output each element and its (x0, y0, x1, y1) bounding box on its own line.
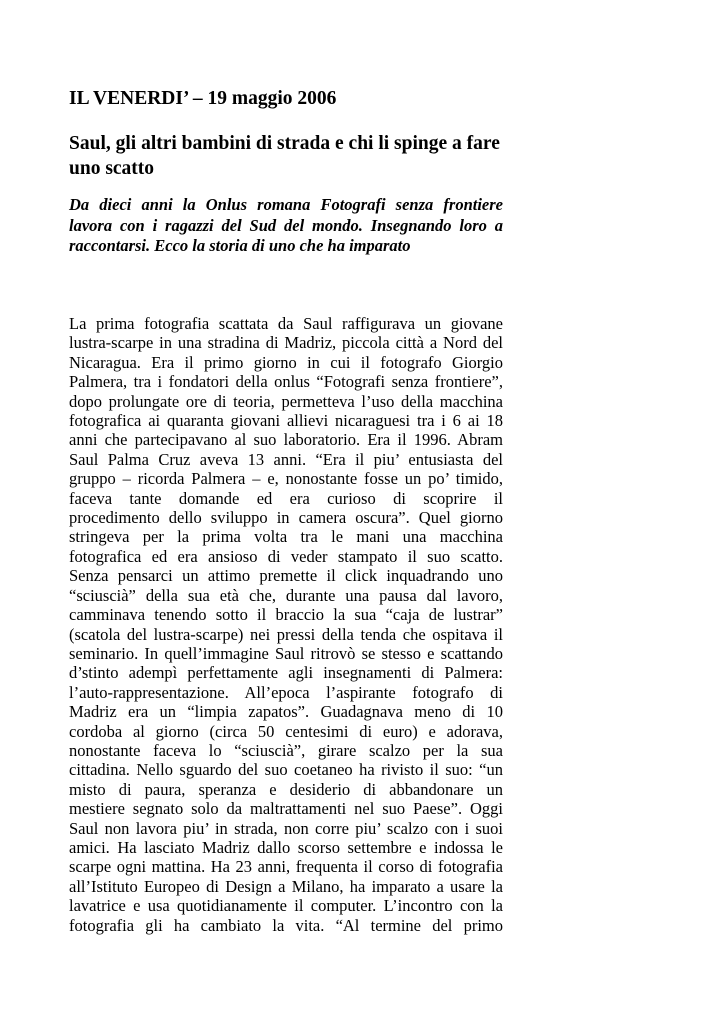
body-line: “sciuscià” della sua età che, durante una pausa dal lavoro, (69, 585, 503, 605)
body-line: seminario. In quell’immagine Saul ritrovò se stesso e scattando (69, 643, 503, 663)
body-line: La prima fotografia scattata da Saul raffigurava un giovane (69, 314, 503, 333)
body-line: scarpe ogni mattina. Ha 23 anni, frequenta il corso di fotografia (69, 857, 503, 877)
body-line: nonostante faceva lo “sciuscià”, girare scalzo per la sua (69, 740, 503, 760)
body-line: dopo prolungate ore di teoria, permetteva l’uso della macchina (69, 391, 503, 411)
body-line: procedimento dello sviluppo in camera oscura”. Quel giorno (69, 508, 503, 528)
body-line: gruppo – ricorda Palmera – e, nonostante fosse un po’ timido, (69, 469, 503, 489)
body-line: l’auto-rappresentazione. All’epoca l’aspirante fotografo di (69, 682, 503, 702)
article-subhead (69, 195, 503, 257)
body-line: d’stinto adempì perfettamente agli insegnamenti di Palmera: (69, 663, 503, 683)
body-line: lavatrice e usa quotidianamente il computer. L’incontro con la (69, 896, 503, 916)
body-line: faceva tante domande ed era curioso di scoprire il (69, 488, 503, 508)
body-line: lustra-scarpe in una stradina di Madriz, piccola città a Nord del (69, 333, 503, 353)
body-line: Nicaragua. Era il primo giorno in cui il fotografo Giorgio (69, 352, 503, 372)
subhead-line: lavora con i ragazzi del Sud del mondo. Insegnando loro a (69, 215, 503, 235)
body-line: camminava tenendo sotto il braccio la sua “caja de lustrar” (69, 605, 503, 625)
article-body (69, 314, 503, 935)
body-line: anni che partecipavano al suo laboratorio. Era il 1996. Abram (69, 430, 503, 450)
body-line: fotografica ai quaranta giovani allievi nicaraguesi tra i 6 ai 18 (69, 411, 503, 431)
body-line: amici. Ha lasciato Madriz dallo scorso settembre e indossa le (69, 837, 503, 857)
body-line: fotografica ed era ansioso di veder stampato il suo scatto. (69, 546, 503, 566)
body-line: cittadina. Nello sguardo del suo coetaneo ha rivisto il suo: “un (69, 760, 503, 780)
subhead-line: raccontarsi. Ecco la storia di uno che ha imparato (69, 236, 411, 255)
body-line: stringeva per la prima volta tra le mani una macchina (69, 527, 503, 547)
masthead: IL VENERDI’ – 19 maggio 2006 (69, 88, 337, 109)
body-line: all’Istituto Europeo di Design a Milano, ha imparato a usare la (69, 876, 503, 896)
body-line: misto di paura, speranza e desiderio di abbandonare un (69, 779, 503, 799)
body-line: Saul non lavora piu’ in strada, non corre piu’ scalzo con i suoi (69, 818, 503, 838)
body-line: Palmera, tra i fondatori della onlus “Fotografi senza frontiere”, (69, 372, 503, 392)
body-line: Senza pensarci un attimo premette il click inquadrando uno (69, 566, 503, 586)
subhead-line: Da dieci anni la Onlus romana Fotografi senza frontiere (69, 195, 503, 214)
body-line: (scatola del lustra-scarpe) nei pressi della tenda che ospitava il (69, 624, 503, 644)
body-line: cordoba al giorno (circa 50 centesimi di euro) e adorava, (69, 721, 503, 741)
article-headline: Saul, gli altri bambini di strada e chi li spinge a fare uno scatto (69, 133, 500, 179)
body-line: mestiere segnato solo da maltrattamenti nel suo Paese”. Oggi (69, 799, 503, 819)
body-line: Saul Palma Cruz aveva 13 anni. “Era il piu’ entusiasta del (69, 449, 503, 469)
body-line: Madriz era un “limpia zapatos”. Guadagnava meno di 10 (69, 702, 503, 722)
body-line: fotografia gli ha cambiato la vita. “Al termine del primo (69, 915, 503, 935)
